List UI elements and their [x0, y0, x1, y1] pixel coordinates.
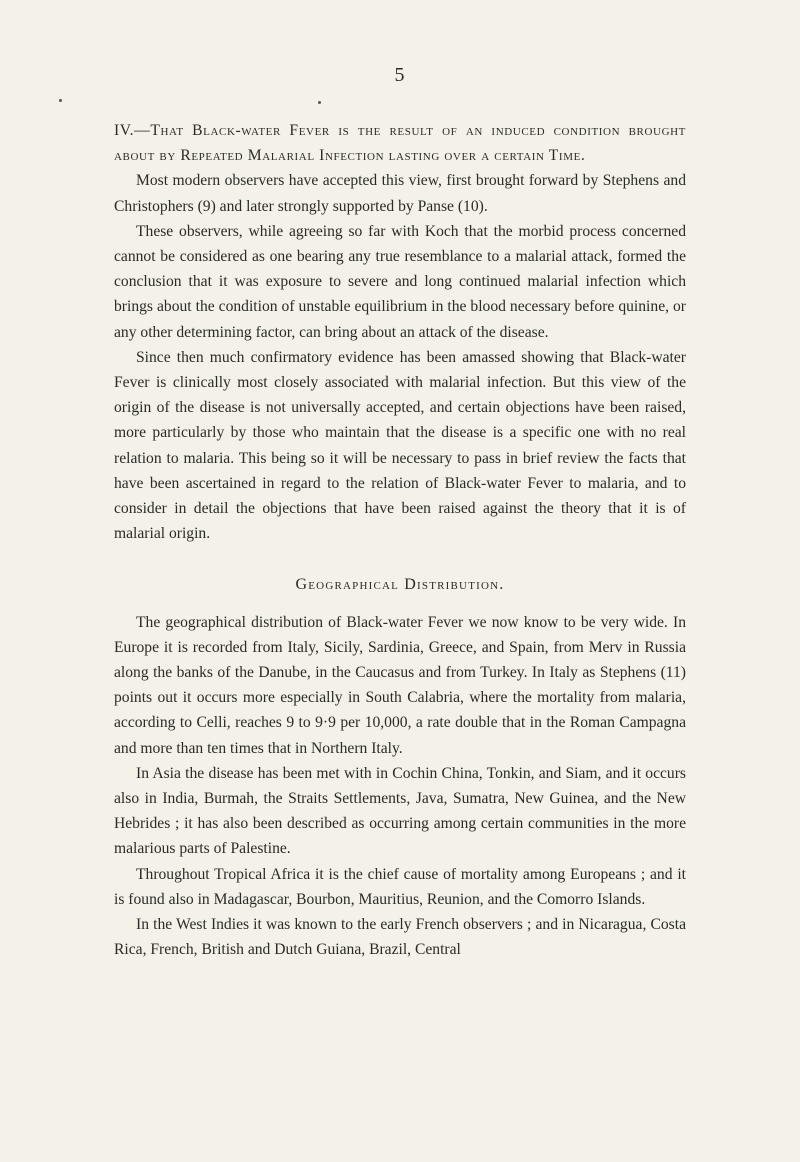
ink-speck	[59, 99, 62, 102]
paragraph: Since then much confirmatory evidence has been amassed showing that Black-water Fever is clinically most closely associated with malarial infection. But this view of the origin of the disease is not universally accepted, and certain objections have been raised, more particularly by those who maintain that the disease is a specific one with no real relation to malaria. This being so it will be necessary to pass in brief review the facts that have been ascertained in regard to the relation of Black-water Fever to malaria, and to consider in detail the objections that have been raised against the theory that it is of malarial origin.	[114, 348, 686, 543]
page-body	[114, 118, 686, 963]
page-number: 5	[394, 64, 406, 86]
ink-speck	[318, 101, 321, 104]
section-title: Geographical Distribution.	[295, 576, 505, 594]
paragraph: These observers, while agreeing so far with Koch that the morbid process concerned cannot be considered as one bearing any true resemblance to a malarial attack, formed the conclusion that it was exposure to severe and long continued malarial infection which brings about the condition of unstable equilibrium in the blood necessary before quinine, or any other determining factor, can bring about an attack of the disease.	[114, 222, 686, 341]
paragraph: In Asia the disease has been met with in Cochin China, Tonkin, and Siam, and it occurs also in India, Burmah, the Straits Settlements, Java, Sumatra, New Guinea, and the New Hebrides ; it has also been described as occurring among certain communities in the more malarious parts of Palestine.	[114, 764, 686, 858]
section-heading-iv: IV.—That Black-water Fever is the result of an induced condition brought about by Repeated Malarial Infection lasting over a certain Time.	[114, 122, 686, 165]
paragraph: Throughout Tropical Africa it is the chief cause of mortality among Europeans ; and it is found also in Madagascar, Bourbon, Mauritius, Reunion, and the Comorro Islands.	[114, 865, 686, 908]
paragraph: In the West Indies it was known to the early French observers ; and in Nicaragua, Costa Rica, French, British and Dutch Guiana, Brazil, Central	[114, 916, 686, 959]
paragraph: Most modern observers have accepted this view, first brought forward by Stephens and Christophers (9) and later strongly supported by Panse (10).	[114, 172, 686, 215]
paragraph: The geographical distribution of Black-water Fever we now know to be very wide. In Europe it is recorded from Italy, Sicily, Sardinia, Greece, and Spain, from Merv in Russia along the banks of the Danube, in the Caucasus and from Turkey. In Italy as Stephens (11) points out it occurs more especially in South Calabria, where the mortality from malaria, according to Celli, reaches 9 to 9·9 per 10,000, a rate double that in the Roman Campagna and more than ten times that in Northern Italy.	[114, 613, 686, 757]
